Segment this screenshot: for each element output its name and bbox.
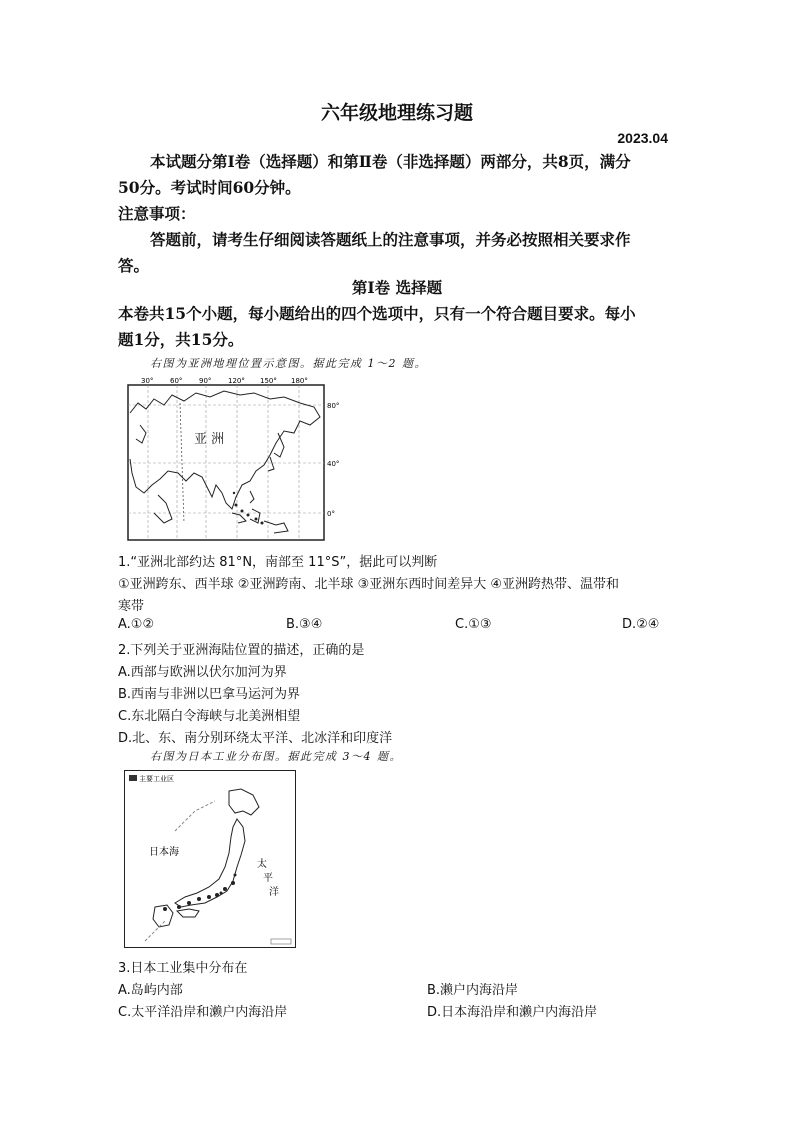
page-title: 六年级地理练习题 [320,102,473,124]
scale-bar [271,939,291,944]
japan-map-figure [124,770,296,948]
map2-caption: 右图为日本工业分布图。据此完成 3～4 题。 [150,750,402,763]
lon-label: 150° [260,377,277,385]
notice-line-1: 答题前，请考生仔细阅读答题纸上的注意事项，并务必按照相关要求作 [150,230,631,249]
asia-label: 亚 洲 [194,432,225,447]
map1-caption: 右图为亚洲地理位置示意图。据此完成 1～2 题。 [150,357,427,370]
section-title: 第Ⅰ卷 选择题 [351,278,443,297]
notice-line-2: 答。 [118,256,150,275]
q1-option-c[interactable]: C.①③ [455,617,492,632]
lat-label: 80° [327,402,340,410]
q3-option-c[interactable]: C.太平洋沿岸和濑户内海沿岸 [118,1005,288,1020]
intro-line-1: 本试题分第Ⅰ卷（选择题）和第Ⅱ卷（非选择题）两部分，共8页，满分 [150,152,631,171]
q3-option-b[interactable]: B.濑户内海沿岸 [427,983,519,998]
asia-map-figure [124,373,364,543]
legend-swatch [129,775,137,781]
pacific-char: 平 [263,873,273,884]
intro-line-2: 50分。考试时间60分钟。 [118,178,301,197]
q1-statements-line-2: 寒带 [118,599,145,614]
lat-label: 0° [327,510,335,518]
lon-label: 30° [141,377,154,385]
section-desc-line-2: 题1分，共15分。 [118,330,244,349]
q1-option-a[interactable]: A.①② [118,617,155,632]
pacific-char: 太 [257,859,267,870]
notice-label: 注意事项： [118,204,196,223]
q2-option-b[interactable]: B.西南与非洲以巴拿马运河为界 [118,687,301,702]
lon-label: 180° [291,377,308,385]
q3-stem: 3.日本工业集中分布在 [118,961,248,976]
legend-label: 主要工业区 [139,775,174,783]
q1-option-d[interactable]: D.②④ [622,617,660,632]
japan-map [125,771,295,947]
q2-option-d[interactable]: D.北、东、南分别环绕太平洋、北冰洋和印度洋 [118,731,393,746]
q2-option-a[interactable]: A.西部与欧洲以伏尔加河为界 [118,665,287,680]
lon-label: 90° [199,377,212,385]
q2-stem: 2.下列关于亚洲海陆位置的描述，正确的是 [118,643,365,658]
pacific-char: 洋 [269,887,279,898]
q3-option-a[interactable]: A.岛屿内部 [118,983,183,998]
q1-option-b[interactable]: B.③④ [286,617,323,632]
exam-date: 2023.04 [617,130,668,146]
lat-label: 40° [327,460,340,468]
q3-option-d[interactable]: D.日本海沿岸和濑户内海沿岸 [427,1005,598,1020]
section-desc-line-1: 本卷共15个小题，每小题给出的四个选项中，只有一个符合题目要求。每小 [118,304,636,323]
asia-map [124,373,364,543]
q2-option-c[interactable]: C.东北隔白令海峡与北美洲相望 [118,709,301,724]
sea-of-japan-label: 日本海 [149,847,179,858]
q1-stem: 1.“亚洲北部约达 81°N，南部至 11°S”，据此可以判断 [118,555,438,570]
q1-statements-line-1: ①亚洲跨东、西半球 ②亚洲跨南、北半球 ③亚洲东西时间差异大 ④亚洲跨热带、温带和 [118,577,620,592]
lon-label: 60° [170,377,183,385]
lon-label: 120° [228,377,245,385]
